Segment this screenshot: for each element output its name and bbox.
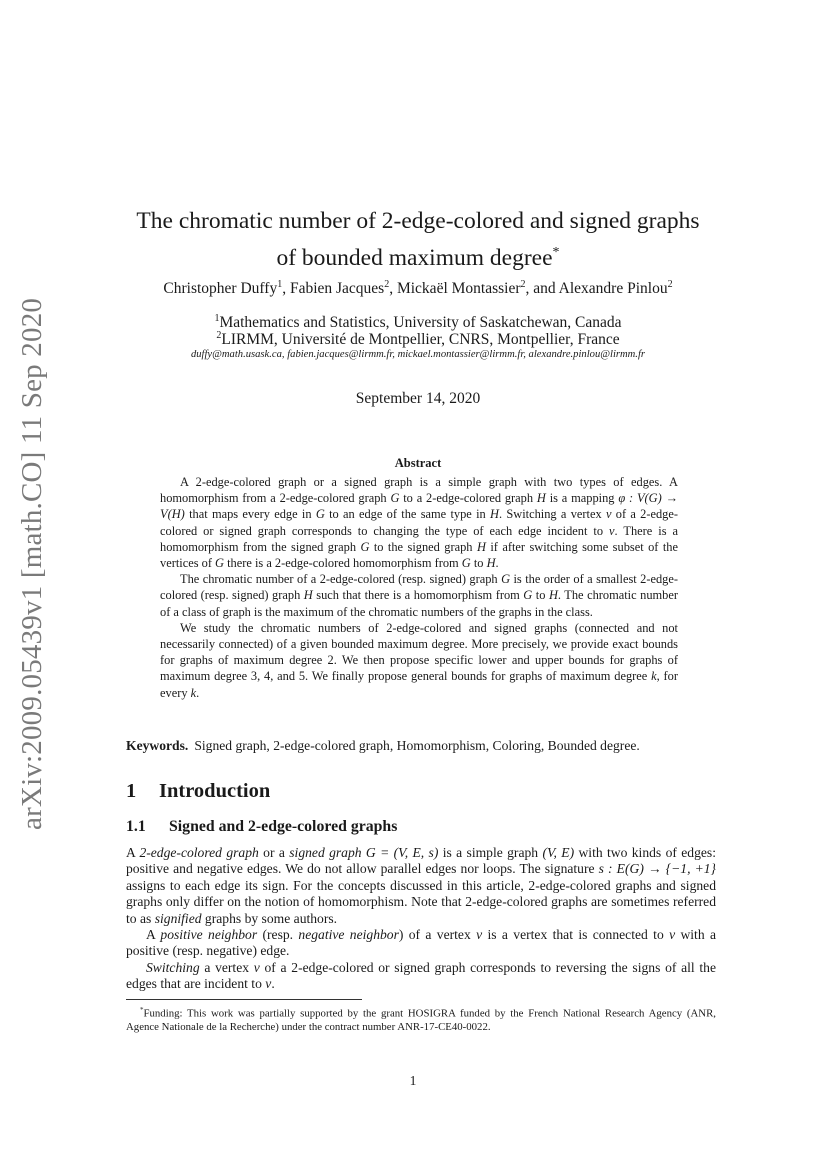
author-separator: ,	[389, 280, 397, 298]
footnote	[126, 1004, 716, 1035]
affiliation-2	[80, 330, 756, 349]
affiliation-text: Mathematics and Statistics, University of Saskatchewan, Canada	[219, 314, 622, 332]
math-var: H	[548, 588, 558, 603]
math-var: v	[609, 523, 615, 538]
author-name: Christopher Duffy	[163, 280, 278, 298]
math-expression: (V, E)	[542, 845, 575, 860]
body-text-run: or a	[258, 845, 290, 860]
math-var: v	[605, 507, 612, 522]
body-text-run: is a vertex that is connected to	[482, 927, 670, 943]
subsection-number: 1.1	[126, 818, 146, 835]
body-text-run: with a positive (resp. negative) edge.	[126, 927, 717, 959]
author-separator: , and	[525, 280, 559, 298]
author-name: Alexandre Pinlou	[558, 280, 668, 298]
body-paragraph-2	[126, 927, 716, 960]
footnote-text: Funding: This work was partially supported by the grant HOSIGRA funded by the French National Research Agency (ANR, Agence Nationale de la Recherche) under the contract number ANR-17-CE40-0022.	[126, 1007, 716, 1034]
body-text-run: (resp.	[257, 927, 299, 943]
body-text-run: ) of a vertex	[398, 927, 477, 943]
abstract-body	[160, 474, 678, 701]
author-affiliation-mark: 2	[384, 279, 390, 290]
subsection-title: Signed and 2-edge-colored graphs	[169, 818, 398, 835]
subsection-heading	[126, 818, 397, 836]
affiliation-mark: 1	[214, 313, 220, 324]
body-text-run: .	[271, 976, 275, 992]
section-number: 1	[126, 780, 137, 802]
math-var: G	[360, 539, 370, 554]
body-paragraph-1	[126, 845, 716, 927]
abstract-text: to the signed graph	[369, 539, 477, 554]
defined-term: negative neighbor	[298, 927, 399, 943]
author-name: Mickaël Montassier	[396, 280, 521, 298]
abstract-text: to	[532, 588, 549, 603]
body-text-run: graphs by some authors.	[201, 910, 338, 926]
body-text	[126, 845, 716, 993]
math-var: G	[501, 572, 511, 587]
math-var: G	[215, 556, 224, 571]
author-emails[interactable]: duffy@math.usask.ca, fabien.jacques@lirmm.fr, mickael.montassier@lirmm.fr, alexandre.pinlou@lirmm.fr	[190, 349, 646, 360]
abstract-text: to an edge of the same type in	[324, 507, 491, 522]
keywords-label: Keywords.	[126, 738, 189, 753]
abstract-paragraph-1	[160, 474, 678, 571]
abstract-text: such that there is a homomorphism from	[312, 588, 524, 603]
abstract-text: The chromatic number of a 2-edge-colored (resp. signed) graph	[180, 572, 502, 587]
math-var: v	[265, 976, 272, 992]
paper-title	[120, 205, 716, 274]
publication-date: September 14, 2020	[355, 390, 481, 407]
title-line-2-text: of bounded maximum degree	[276, 244, 553, 271]
section-heading	[126, 780, 270, 803]
abstract-text: .	[495, 556, 499, 571]
math-var: v	[669, 927, 676, 943]
affiliation-mark: 2	[216, 330, 222, 341]
abstract-text: , for every	[160, 669, 678, 700]
defined-term: signified	[154, 910, 202, 926]
abstract-text: is a mapping	[545, 491, 619, 506]
footnote-mark: *	[140, 1006, 144, 1014]
abstract-text: . There is a homomorphism from the signed graph	[160, 523, 678, 554]
author-affiliation-mark: 1	[277, 279, 283, 290]
author-affiliation-mark: 2	[520, 279, 526, 290]
section-title: Introduction	[159, 780, 271, 802]
abstract-text: A 2-edge-colored graph or a signed graph is a simple graph with two types of edges. A homomorphism from a 2-edge-colored graph	[160, 475, 678, 506]
abstract-text: We study the chromatic numbers of 2-edge-colored and signed graphs (connected and not necessarily connected) of a given bounded maximum degree. More precisely, we provide exact bounds for graphs of maximum degree 2. We then propose specific lower and upper bounds for graphs of maximum degree 3, 4, and 5. We finally propose general bounds for graphs of maximum degree	[160, 620, 678, 684]
math-expression: s : E(G) → {−1, +1}	[598, 861, 716, 877]
math-var: k	[651, 669, 657, 684]
body-text-run: of a 2-edge-colored or signed graph corresponds to reversing the signs of all the edges that are incident to	[126, 959, 716, 992]
author-list	[80, 279, 756, 298]
math-var: H	[303, 588, 313, 603]
abstract-text: if after switching some subset of the vertices of	[160, 539, 678, 571]
math-var: H	[486, 556, 496, 571]
title-footnote-mark[interactable]: *	[552, 245, 560, 260]
abstract-text: to a 2-edge-colored graph	[399, 491, 537, 506]
keywords-text: Signed graph, 2-edge-colored graph, Homomorphism, Coloring, Bounded degree.	[194, 738, 640, 753]
keywords	[126, 738, 716, 754]
body-text-run: A	[146, 927, 161, 943]
abstract-paragraph-3	[160, 620, 678, 701]
abstract-heading: Abstract	[394, 456, 442, 470]
abstract-text: . Switching a vertex	[498, 507, 606, 522]
title-line-1: The chromatic number of 2-edge-colored and signed graphs	[136, 208, 700, 234]
math-var: G	[523, 588, 533, 603]
defined-term: signed graph	[289, 845, 362, 860]
abstract-text: that maps every edge in	[184, 507, 316, 522]
abstract-text: there is a 2-edge-colored homomorphism from	[224, 556, 462, 571]
abstract-text: to	[470, 556, 487, 571]
math-var: k	[190, 685, 197, 700]
abstract-paragraph-2	[160, 571, 678, 620]
math-var: G	[315, 507, 325, 522]
page-number: 1	[409, 1073, 417, 1088]
math-var: v	[253, 959, 260, 975]
body-text-run: with two kinds of edges: positive and negative edges. We do not allow parallel edges nor loops. The signature	[126, 845, 716, 877]
defined-term: Switching	[146, 959, 200, 975]
math-var: G	[390, 491, 400, 506]
abstract-text: is the order of a smallest 2-edge-colored (resp. signed) graph	[160, 572, 678, 603]
body-text-run: a vertex	[199, 959, 254, 975]
affiliation-text: LIRMM, Université de Montpellier, CNRS, Montpellier, France	[221, 331, 620, 349]
author-affiliation-mark: 2	[667, 279, 673, 290]
author-name: Fabien Jacques	[289, 280, 385, 298]
abstract-text: .	[196, 685, 200, 700]
title-line-2	[120, 237, 716, 274]
math-expression: G = (V, E, s)	[361, 845, 443, 860]
defined-term: 2-edge-colored graph	[139, 845, 259, 860]
body-text-run: is a simple graph	[442, 845, 543, 860]
abstract-text: of a 2-edge-colored or signed graph corresponds to changing the type of each edge incident to	[160, 507, 679, 538]
math-var: G	[461, 556, 471, 571]
math-var: H	[476, 539, 486, 554]
math-var: v	[476, 927, 483, 943]
body-text-run: A	[126, 845, 140, 860]
defined-term: positive neighbor	[160, 927, 258, 943]
body-paragraph-3	[126, 960, 716, 993]
body-text-run: assigns to each edge its sign. For the concepts discussed in this article, 2-edge-colored graphs and signed graphs only differ on the notion of homomorphism. Note that 2-edge-colored graphs are sometimes referred to as	[126, 877, 716, 926]
arxiv-identifier-stamp: arXiv:2009.05439v1 [math.CO] 11 Sep 2020	[16, 297, 48, 830]
footnote-divider	[126, 999, 362, 1000]
abstract-text: . The chromatic number of a class of graph is the maximum of the chromatic numbers of the graphs in the class.	[160, 588, 678, 619]
math-var: H	[536, 491, 546, 506]
math-var: H	[490, 507, 499, 522]
author-separator: ,	[282, 280, 290, 298]
math-expression: φ : V(G) → V(H)	[160, 491, 678, 522]
